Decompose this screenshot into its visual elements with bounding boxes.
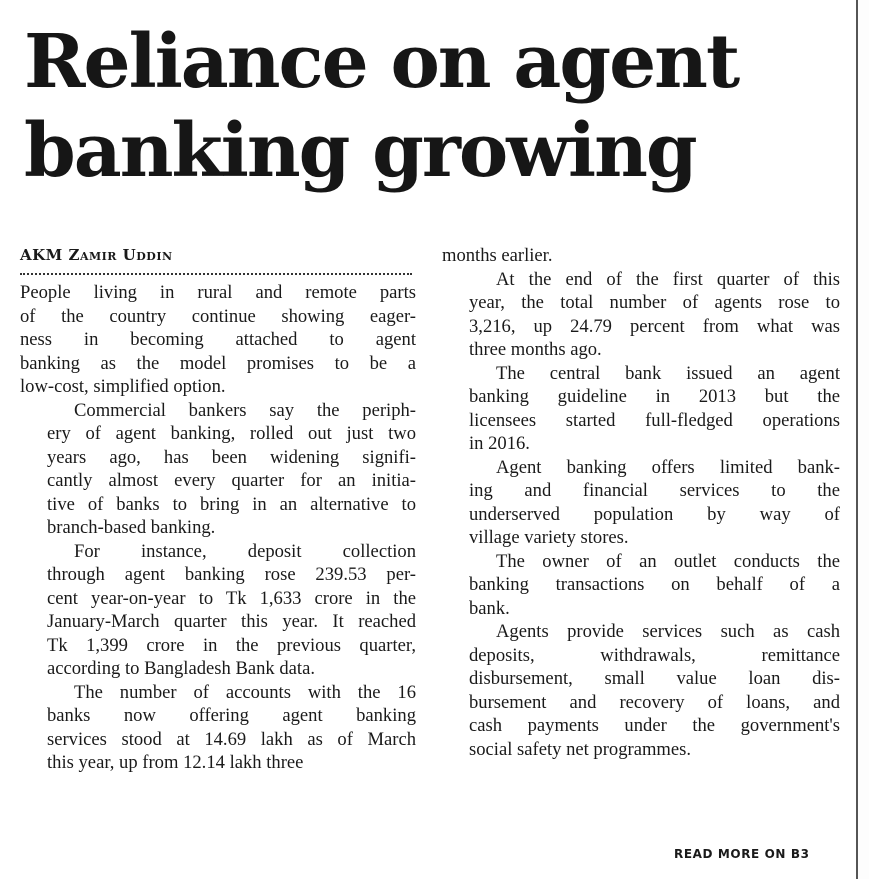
headline-line-2: banking growing <box>24 108 696 194</box>
text-line: For instance, deposit collection <box>74 540 416 562</box>
text-line: Commercial bankers say the periph- <box>74 399 416 421</box>
text-line: tive of banks to bring in an alternative to <box>47 493 416 515</box>
paragraph <box>20 281 416 399</box>
text-line: social safety net programmes. <box>469 738 692 760</box>
paragraph <box>20 540 416 681</box>
text-line: in 2016. <box>469 433 530 454</box>
paragraph <box>442 620 840 761</box>
text-line: Agents provide services such as cash <box>496 621 840 642</box>
right-column <box>442 244 840 761</box>
text-line: banking guideline in 2013 but the <box>469 386 840 407</box>
text-line: branch-based banking. <box>47 517 216 538</box>
byline <box>20 244 416 266</box>
left-column-body <box>20 281 416 775</box>
text-line: ery of agent banking, rolled out just two <box>47 423 416 444</box>
paragraph <box>442 456 840 550</box>
text-line: through agent banking rose 239.53 per- <box>47 564 416 585</box>
text-line: ing and financial services to the <box>469 480 840 501</box>
text-line: cent year-on-year to Tk 1,633 crore in the <box>47 587 416 609</box>
text-line: The owner of an outlet conducts the <box>496 550 840 572</box>
text-line: ness in becoming attached to agent <box>20 329 416 350</box>
text-line: years ago, has been widening signifi- <box>47 446 416 468</box>
text-line: of the country continue showing eager- <box>20 305 416 327</box>
text-line: Agent banking offers limited bank- <box>496 456 840 478</box>
text-line: The central bank issued an agent <box>496 362 840 384</box>
text-line: cash payments under the government's <box>469 715 840 736</box>
read-more-link[interactable]: READ MORE ON B3 <box>674 847 810 861</box>
text-line: banks now offering agent banking <box>47 705 416 726</box>
text-line: January-March quarter this year. It reached <box>47 611 416 632</box>
text-line: year, the total number of agents rose to <box>469 292 840 313</box>
paragraph <box>20 399 416 540</box>
paragraph <box>20 681 416 775</box>
paragraph <box>442 244 840 268</box>
text-line: bank. <box>469 597 510 619</box>
text-line: this year, up from 12.14 lakh three <box>47 752 304 773</box>
text-line: The number of accounts with the 16 <box>74 681 416 703</box>
page-edge <box>858 0 869 879</box>
text-line: underserved population by way of <box>469 503 840 525</box>
paragraph <box>442 362 840 456</box>
paragraph <box>442 268 840 362</box>
text-line: disbursement, small value loan dis- <box>469 668 840 689</box>
text-line: At the end of the first quarter of this <box>496 268 840 290</box>
text-line: banking transactions on behalf of a <box>469 574 840 595</box>
right-column-body <box>442 244 840 761</box>
text-line: Tk 1,399 crore in the previous quarter, <box>47 634 416 656</box>
text-line: cantly almost every quarter for an initia- <box>47 470 416 491</box>
text-line: months earlier. <box>442 245 553 266</box>
byline-text: AKM Zamir Uddin <box>20 246 173 264</box>
text-line: according to Bangladesh Bank data. <box>47 658 315 679</box>
dotted-rule <box>20 273 412 275</box>
text-line: banking as the model promises to be a <box>20 352 416 374</box>
text-line: three months ago. <box>469 339 602 360</box>
text-line: bursement and recovery of loans, and <box>469 691 840 713</box>
paragraph <box>442 550 840 621</box>
text-line: village variety stores. <box>469 527 629 548</box>
text-line: People living in rural and remote parts <box>20 282 416 303</box>
text-line: deposits, withdrawals, remittance <box>469 644 840 666</box>
text-line: low-cost, simplified option. <box>20 376 226 397</box>
left-column <box>20 240 416 775</box>
text-line: licensees started full-fledged operations <box>469 409 840 431</box>
text-line: 3,216, up 24.79 percent from what was <box>469 315 840 337</box>
headline-line-1: Reliance on agent <box>24 19 739 105</box>
headline <box>24 18 844 196</box>
text-line: services stood at 14.69 lakh as of March <box>47 728 416 750</box>
